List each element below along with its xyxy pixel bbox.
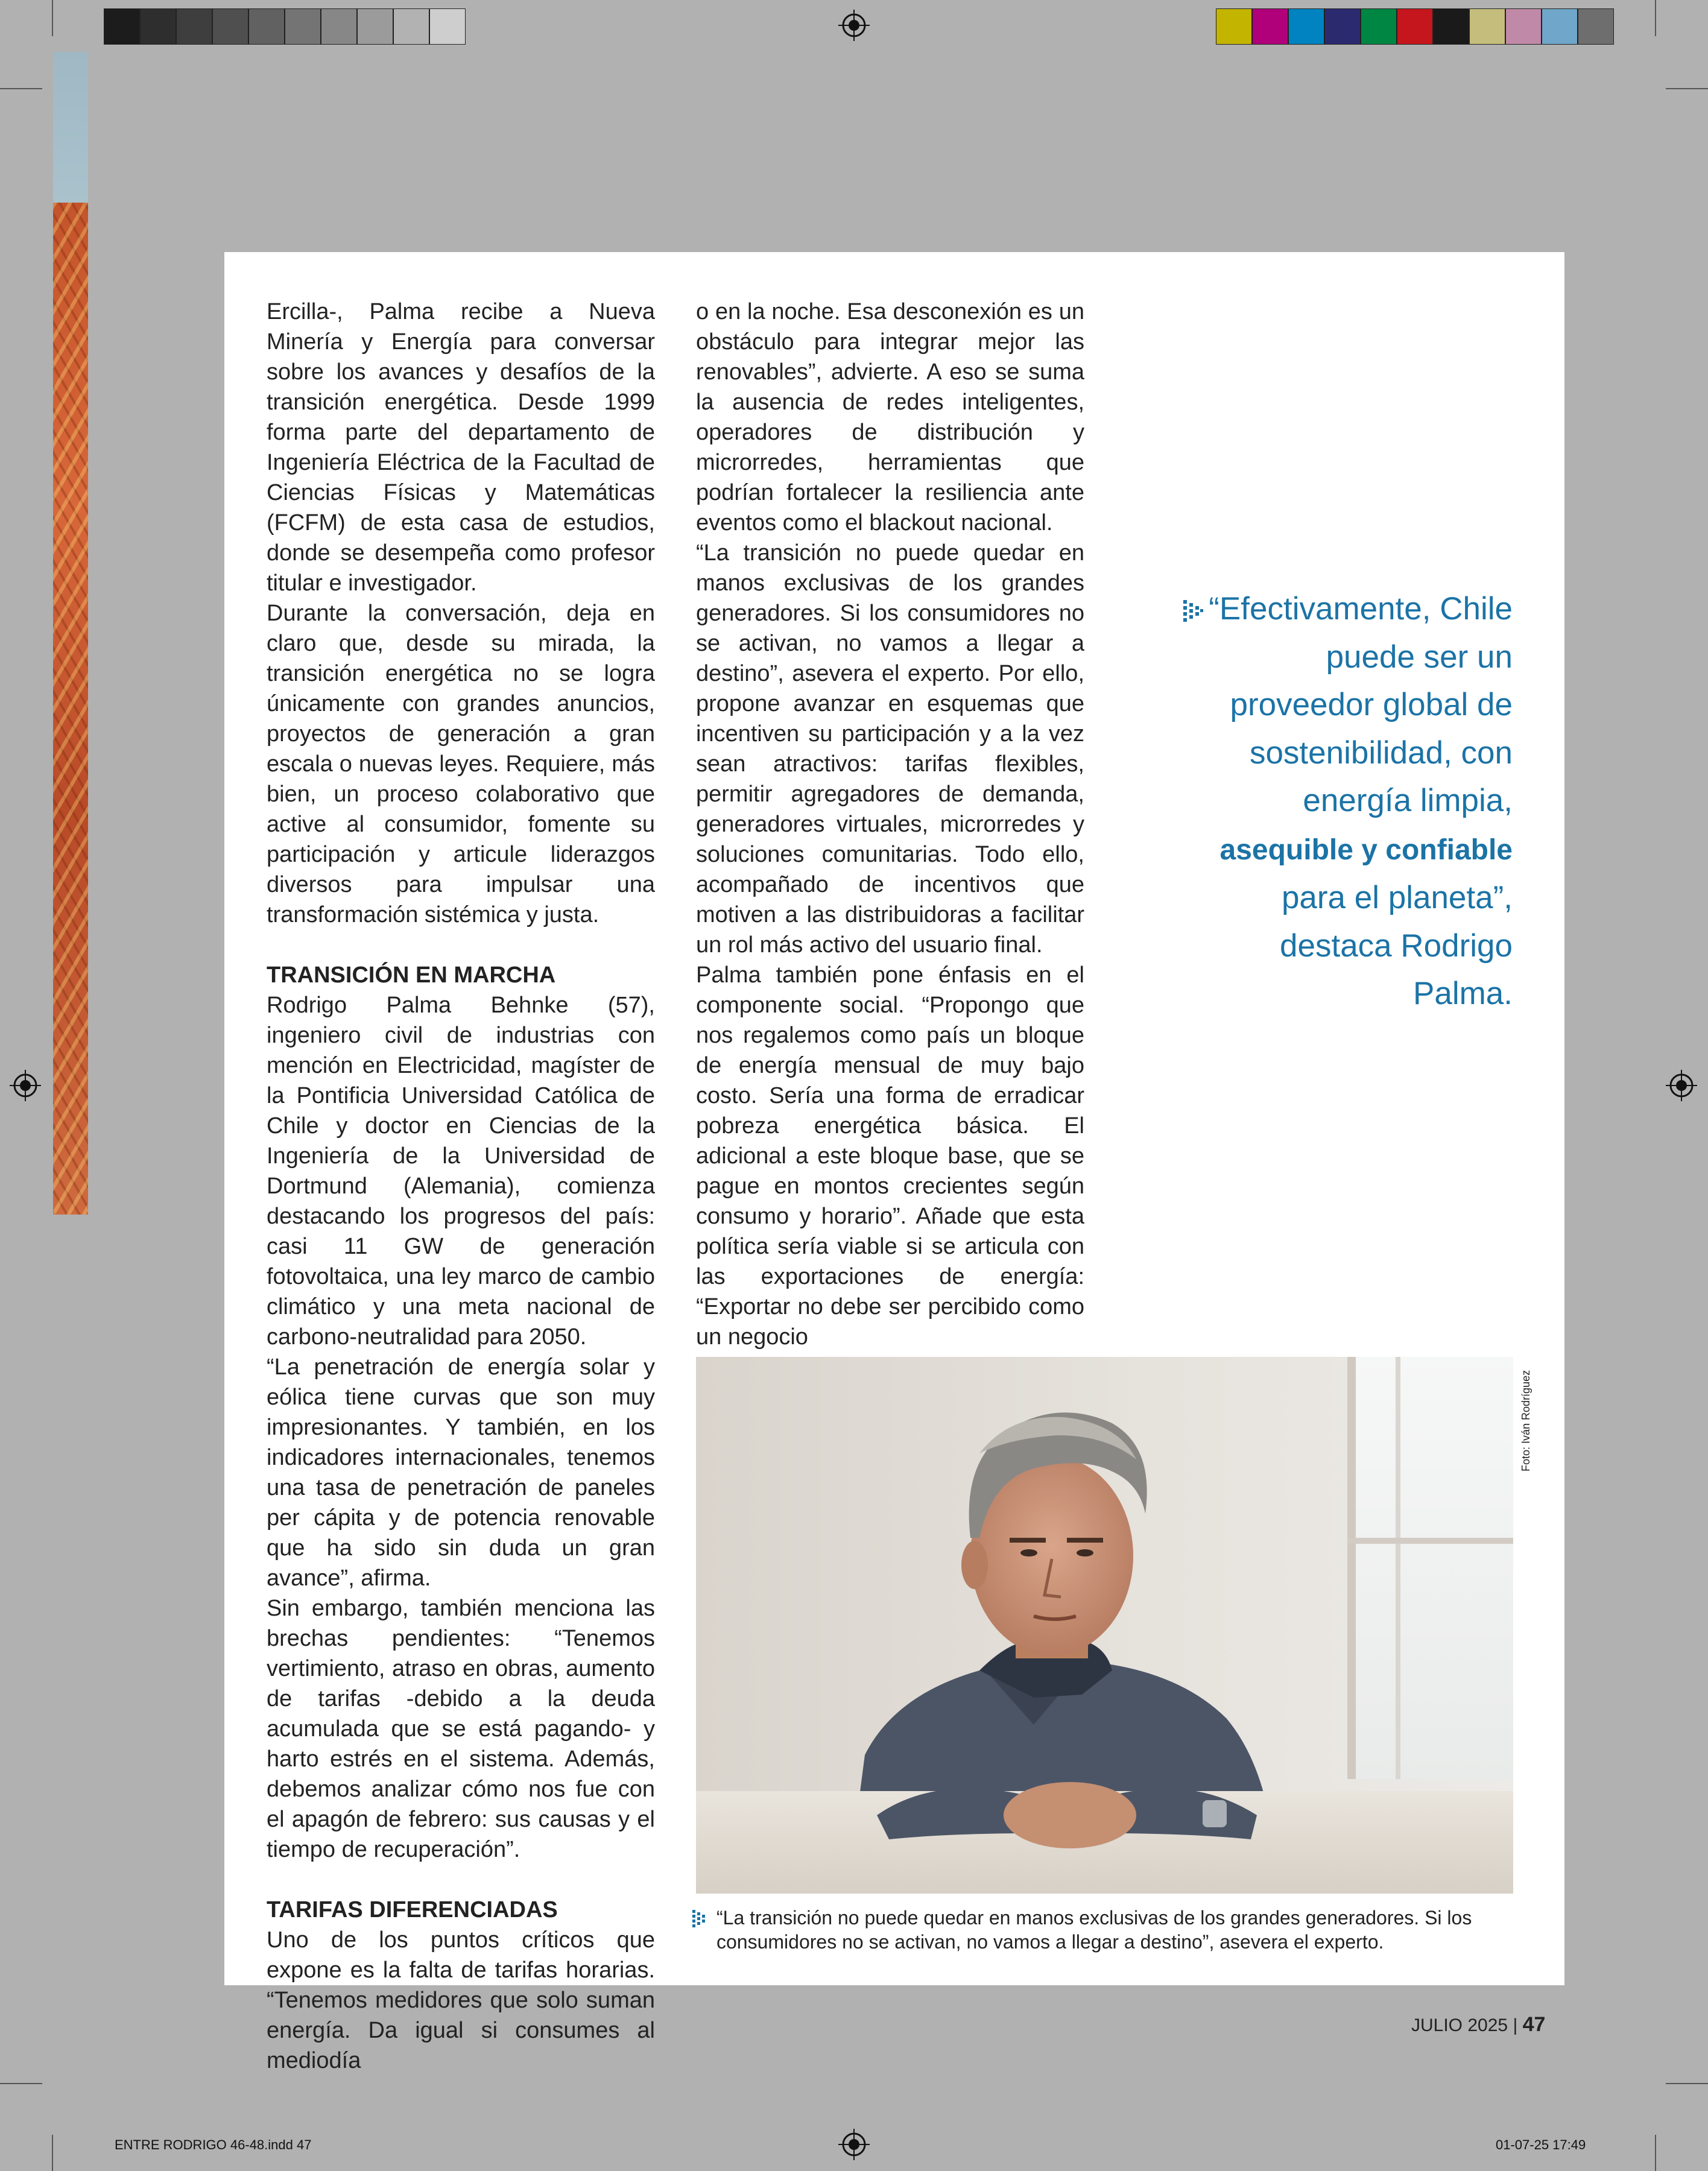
cmyk-color-bar [1216, 8, 1614, 45]
color-swatch [104, 8, 140, 45]
color-swatch [1324, 8, 1361, 45]
dots-bullet-icon [1183, 599, 1204, 623]
color-swatch [321, 8, 357, 45]
caption-text: “La transición no puede quedar en manos exclusivas de los grandes generadores. Si los consumidores no se activan, no vamos a llegar a destino”, asevera el experto. [716, 1907, 1472, 1953]
color-swatch [212, 8, 248, 45]
color-swatch [1505, 8, 1542, 45]
crop-mark [1666, 88, 1708, 89]
crop-mark [1666, 2083, 1708, 2084]
print-slug-datetime: 01-07-25 17:49 [1496, 2137, 1586, 2152]
photo-caption [692, 1906, 1519, 1954]
color-swatch [248, 8, 285, 45]
color-swatch [176, 8, 212, 45]
color-swatch [140, 8, 176, 45]
paragraph: “La penetración de energía solar y eólica tiene curvas que son muy impresionantes. Y también, en los indicadores internacionales, tenemos una tasa de penetración de paneles per cápita y de potencia renovable que ha sido sin duda un gran avance”, afirma. [267, 1354, 655, 1591]
color-swatch [1361, 8, 1397, 45]
folio-divider: | [1513, 2015, 1523, 2035]
crop-mark [0, 88, 42, 89]
section-heading: TRANSICIÓN EN MARCHA [267, 962, 556, 988]
paragraph: Rodrigo Palma Behnke (57), ingeniero civil de industrias con mención en Electricidad, magíster de la Pontificia Universidad Católica de Chile y doctor en Ciencias de la Ingeniería de la Universidad de Dortmund (Alemania), comienza destacando los progresos del país: casi 11 GW de generación fotovoltaica, una ley marco de cambio climático y una meta nacional de carbono-neutralidad para 2050. [267, 993, 655, 1350]
folio [1411, 2013, 1545, 2037]
crop-mark [1655, 2135, 1656, 2171]
color-swatch [429, 8, 466, 45]
color-swatch [1397, 8, 1433, 45]
crop-mark [0, 2083, 42, 2084]
registration-mark-right-icon [1666, 1070, 1697, 1101]
issue-date: JULIO 2025 [1411, 2015, 1508, 2035]
paragraph: Palma también pone énfasis en el componente social. “Propongo que nos regalemos como país un bloque de energía mensual de muy bajo costo. Sería una forma de erradicar pobreza energética básica. El adicional a este bloque base, que se pague en montos crecientes según consumo y horario”. Añade que esta política sería viable si se articula con las exportaciones de energía: “Exportar no debe ser percibido como un negocio [696, 962, 1084, 1350]
bleed-artwork-strip [53, 52, 88, 1215]
paragraph: Ercilla-, Palma recibe a Nueva Minería y Energía para conversar sobre los avances y desafíos de la transición energética. Desde 1999 forma parte del departamento de Ingeniería Eléctrica de la Facultad de Ciencias Físicas y Matemáticas (FCFM) de esta casa de estudios, donde se desempeña como profesor titular e investigador. [267, 299, 655, 596]
registration-mark-bottom-icon [838, 2129, 870, 2160]
color-swatch [1578, 8, 1614, 45]
registration-mark-left-icon [10, 1070, 41, 1101]
pull-quote-emphasis: asequible y confiable [1219, 833, 1513, 866]
pull-quote-text-end: para el planeta”, destaca Rodrigo Palma. [1280, 880, 1513, 1011]
color-swatch [285, 8, 321, 45]
crop-mark [52, 0, 53, 36]
pull-quote-text: “Efectivamente, Chile puede ser un proveedor global de sostenibilidad, con energía limpia, [1209, 591, 1513, 818]
article-column-2 [696, 297, 1084, 1352]
paragraph: Uno de los puntos críticos que expone es la falta de tarifas horarias. “Tenemos medidores que solo suman energía. Da igual si consumes al mediodía [267, 1927, 655, 2073]
crop-mark [1655, 0, 1656, 36]
photo-credit: Foto: Iván Rodríguez [1520, 1370, 1532, 1471]
color-swatch [1433, 8, 1469, 45]
pull-quote [1182, 585, 1513, 1018]
dots-bullet-icon [692, 1909, 708, 1929]
color-swatch [1469, 8, 1505, 45]
paragraph: Durante la conversación, deja en claro que, desde su mirada, la transición energética no se logra únicamente con grandes anuncios, proyectos de generación a gran escala o nuevas leyes. Requiere, más bien, un proceso colaborativo que active al consumidor, fomente su participación y articule liderazgos diversos para impulsar una transformación sistémica y justa. [267, 601, 655, 927]
page-number: 47 [1522, 2013, 1546, 2036]
color-swatch [393, 8, 429, 45]
bleed-strip-sky [53, 52, 88, 203]
grayscale-color-bar [104, 8, 466, 45]
print-slug-file: ENTRE RODRIGO 46-48.indd 47 [115, 2137, 312, 2152]
color-swatch [1288, 8, 1324, 45]
color-swatch [357, 8, 393, 45]
color-swatch [1542, 8, 1578, 45]
article-column-1 [267, 297, 655, 2076]
crop-mark [52, 2135, 53, 2171]
portrait-photo [696, 1357, 1513, 1894]
color-swatch [1252, 8, 1288, 45]
paragraph: Sin embargo, también menciona las brechas pendientes: “Tenemos vertimiento, atraso en obras, aumento de tarifas -debido a la deuda acumulada que se está pagando- y harto estrés en el sistema. Además, debemos analizar cómo nos fue con el apagón de febrero: sus causas y el tiempo de recuperación”. [267, 1596, 655, 1862]
paragraph: “La transición no puede quedar en manos exclusivas de los grandes generadores. Si los consumidores no se activan, no vamos a llegar a destino”, asevera el experto. Por ello, propone avanzar en esquemas que incentiven su participación y a la vez sean atractivos: tarifas flexibles, permitir agregadores de demanda, generadores virtuales, microrredes y soluciones comunitarias. Todo ello, acompañado de incentivos que motiven a las distribuidoras a facilitar un rol más activo del usuario final. [696, 540, 1084, 958]
registration-mark-top-icon [838, 10, 870, 41]
bleed-strip-painting [53, 203, 88, 1215]
color-swatch [1216, 8, 1252, 45]
paragraph: o en la noche. Esa desconexión es un obstáculo para integrar mejor las renovables”, advierte. A eso se suma la ausencia de redes inteligentes, operadores de distribución y microrredes, herramientas que podrían fortalecer la resiliencia ante eventos como el blackout nacional. [696, 299, 1084, 536]
section-heading: TARIFAS DIFERENCIADAS [267, 1897, 558, 1923]
